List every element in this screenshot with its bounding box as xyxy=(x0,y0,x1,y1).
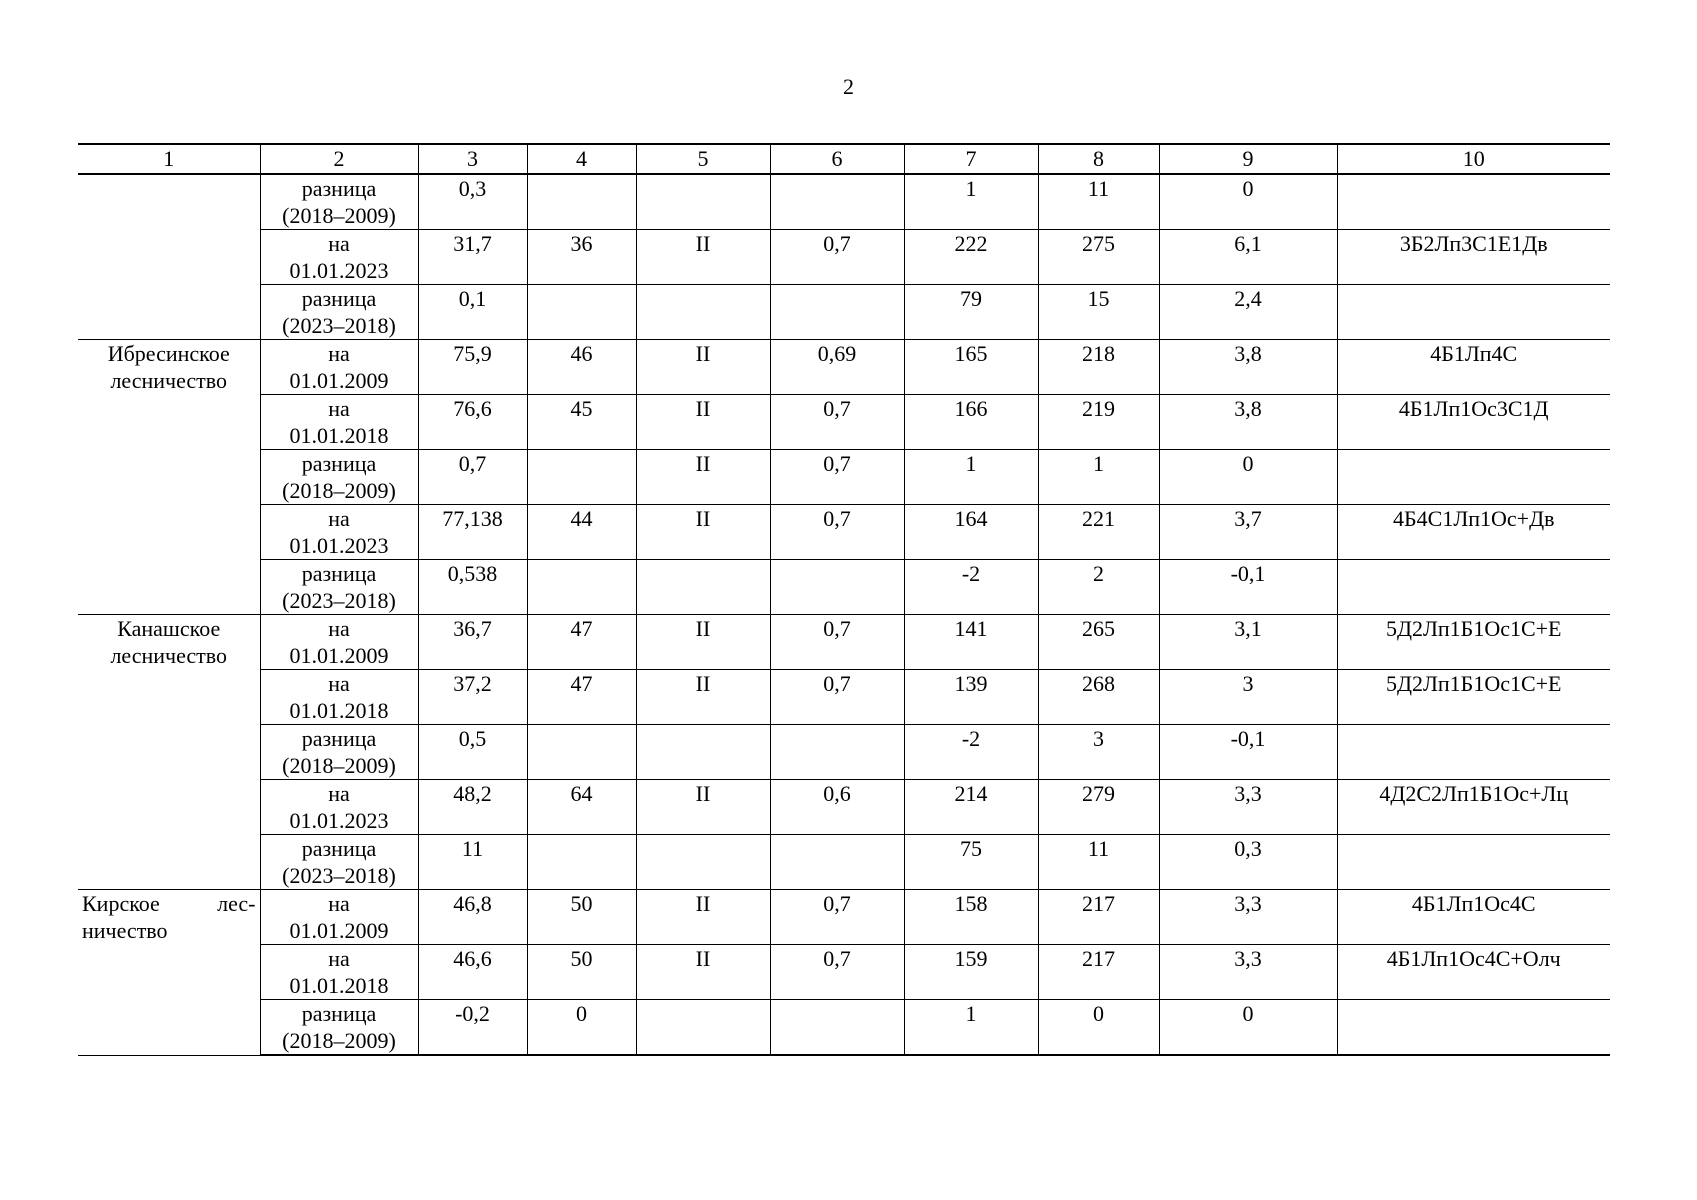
value-cell xyxy=(527,285,636,340)
value-cell: 0,7 xyxy=(770,395,904,450)
composition-cell xyxy=(1337,560,1610,615)
composition-cell xyxy=(1337,450,1610,505)
value-cell xyxy=(636,560,770,615)
value-cell: 2 xyxy=(1038,560,1159,615)
column-header: 8 xyxy=(1038,144,1159,174)
value-cell: II xyxy=(636,340,770,395)
value-cell: 275 xyxy=(1038,230,1159,285)
value-cell xyxy=(527,725,636,780)
value-cell: 0,7 xyxy=(770,615,904,670)
table-row xyxy=(78,395,1610,450)
value-cell: II xyxy=(636,505,770,560)
value-cell: 0,7 xyxy=(770,230,904,285)
value-cell: 50 xyxy=(527,945,636,1000)
period-cell: на 01.01.2018 xyxy=(260,945,418,1000)
composition-cell: 5Д2Лп1Б1Ос1С+Е xyxy=(1337,670,1610,725)
value-cell: 36,7 xyxy=(418,615,527,670)
value-cell xyxy=(636,174,770,230)
value-cell: 0,69 xyxy=(770,340,904,395)
value-cell: -0,1 xyxy=(1159,560,1337,615)
period-cell: разница (2018–2009) xyxy=(260,174,418,230)
value-cell xyxy=(636,285,770,340)
page-number: 2 xyxy=(843,74,854,99)
column-header: 1 xyxy=(78,144,260,174)
value-cell: 0,7 xyxy=(418,450,527,505)
period-cell: разница (2018–2009) xyxy=(260,725,418,780)
table-row xyxy=(78,615,1610,670)
forestry-name-cell: Ибресинское лесничество xyxy=(78,340,260,615)
value-cell: 3,3 xyxy=(1159,945,1337,1000)
forestry-name-cell: Кирское лес- ничество xyxy=(78,890,260,1056)
value-cell: 219 xyxy=(1038,395,1159,450)
value-cell: 268 xyxy=(1038,670,1159,725)
period-cell: разница (2023–2018) xyxy=(260,285,418,340)
value-cell: 217 xyxy=(1038,945,1159,1000)
value-cell: 3,8 xyxy=(1159,395,1337,450)
period-cell: на 01.01.2009 xyxy=(260,340,418,395)
period-cell: на 01.01.2023 xyxy=(260,505,418,560)
composition-cell xyxy=(1337,285,1610,340)
value-cell: 1 xyxy=(904,174,1038,230)
value-cell: -2 xyxy=(904,560,1038,615)
composition-cell xyxy=(1337,835,1610,890)
value-cell xyxy=(770,285,904,340)
value-cell: 165 xyxy=(904,340,1038,395)
value-cell: 0 xyxy=(1038,1000,1159,1056)
period-cell: на 01.01.2009 xyxy=(260,890,418,945)
table-row xyxy=(78,835,1610,890)
value-cell: 0 xyxy=(1159,450,1337,505)
value-cell: 11 xyxy=(418,835,527,890)
table-row xyxy=(78,174,1610,230)
forestry-name-cell: Канашское лесничество xyxy=(78,615,260,890)
period-cell: на 01.01.2018 xyxy=(260,670,418,725)
column-header: 5 xyxy=(636,144,770,174)
period-cell: на 01.01.2018 xyxy=(260,395,418,450)
table-row xyxy=(78,890,1610,945)
value-cell: 48,2 xyxy=(418,780,527,835)
value-cell: 0 xyxy=(527,1000,636,1056)
composition-cell: 4Б4С1Лп1Ос+Дв xyxy=(1337,505,1610,560)
value-cell: II xyxy=(636,395,770,450)
value-cell: 0,3 xyxy=(1159,835,1337,890)
value-cell: 31,7 xyxy=(418,230,527,285)
value-cell: 141 xyxy=(904,615,1038,670)
value-cell: 265 xyxy=(1038,615,1159,670)
period-cell: разница (2018–2009) xyxy=(260,1000,418,1056)
column-header: 3 xyxy=(418,144,527,174)
period-cell: на 01.01.2009 xyxy=(260,615,418,670)
table-row xyxy=(78,505,1610,560)
value-cell: 36 xyxy=(527,230,636,285)
value-cell: 77,138 xyxy=(418,505,527,560)
period-cell: разница (2018–2009) xyxy=(260,450,418,505)
composition-cell: 4Б1Лп4С xyxy=(1337,340,1610,395)
value-cell: 46,6 xyxy=(418,945,527,1000)
composition-cell: 5Д2Лп1Б1Ос1С+Е xyxy=(1337,615,1610,670)
value-cell: 76,6 xyxy=(418,395,527,450)
value-cell: 164 xyxy=(904,505,1038,560)
table-row xyxy=(78,725,1610,780)
value-cell: 222 xyxy=(904,230,1038,285)
value-cell: 0,5 xyxy=(418,725,527,780)
value-cell: 279 xyxy=(1038,780,1159,835)
value-cell xyxy=(770,725,904,780)
column-header: 9 xyxy=(1159,144,1337,174)
value-cell: 0 xyxy=(1159,174,1337,230)
composition-cell xyxy=(1337,1000,1610,1056)
value-cell: 15 xyxy=(1038,285,1159,340)
value-cell: 221 xyxy=(1038,505,1159,560)
value-cell: 37,2 xyxy=(418,670,527,725)
value-cell: 0,7 xyxy=(770,945,904,1000)
value-cell: 166 xyxy=(904,395,1038,450)
value-cell: 3,1 xyxy=(1159,615,1337,670)
value-cell: 0,3 xyxy=(418,174,527,230)
value-cell: II xyxy=(636,230,770,285)
value-cell: 0,7 xyxy=(770,890,904,945)
value-cell: 0 xyxy=(1159,1000,1337,1056)
column-header: 10 xyxy=(1337,144,1610,174)
value-cell: 2,4 xyxy=(1159,285,1337,340)
period-cell: разница (2023–2018) xyxy=(260,560,418,615)
value-cell: 75,9 xyxy=(418,340,527,395)
column-header: 7 xyxy=(904,144,1038,174)
table-row xyxy=(78,285,1610,340)
value-cell: 217 xyxy=(1038,890,1159,945)
composition-cell: 4Б1Лп1Ос4С xyxy=(1337,890,1610,945)
value-cell: 6,1 xyxy=(1159,230,1337,285)
value-cell: 11 xyxy=(1038,174,1159,230)
value-cell: 3,7 xyxy=(1159,505,1337,560)
table-row xyxy=(78,230,1610,285)
value-cell: 75 xyxy=(904,835,1038,890)
table-row xyxy=(78,340,1610,395)
period-cell: разница (2023–2018) xyxy=(260,835,418,890)
composition-cell: 4Б1Лп1Ос4С+Олч xyxy=(1337,945,1610,1000)
value-cell xyxy=(636,1000,770,1056)
value-cell: 0,6 xyxy=(770,780,904,835)
table-row xyxy=(78,670,1610,725)
value-cell: 3,3 xyxy=(1159,890,1337,945)
value-cell xyxy=(770,1000,904,1056)
value-cell: 3,3 xyxy=(1159,780,1337,835)
value-cell: 47 xyxy=(527,670,636,725)
value-cell: 0,7 xyxy=(770,505,904,560)
value-cell: 46,8 xyxy=(418,890,527,945)
period-cell: на 01.01.2023 xyxy=(260,230,418,285)
value-cell xyxy=(527,450,636,505)
period-cell: на 01.01.2023 xyxy=(260,780,418,835)
column-header: 6 xyxy=(770,144,904,174)
composition-cell: 4Д2С2Лп1Б1Ос+Лц xyxy=(1337,780,1610,835)
value-cell: 0,7 xyxy=(770,450,904,505)
value-cell: 3 xyxy=(1038,725,1159,780)
value-cell xyxy=(770,174,904,230)
value-cell: 79 xyxy=(904,285,1038,340)
value-cell: II xyxy=(636,670,770,725)
table-row xyxy=(78,560,1610,615)
value-cell: 214 xyxy=(904,780,1038,835)
value-cell xyxy=(770,560,904,615)
value-cell xyxy=(527,174,636,230)
composition-cell xyxy=(1337,725,1610,780)
value-cell: 46 xyxy=(527,340,636,395)
value-cell: 3 xyxy=(1159,670,1337,725)
table-row xyxy=(78,1000,1610,1056)
forestry-name-cell xyxy=(78,174,260,340)
value-cell: 1 xyxy=(1038,450,1159,505)
value-cell: II xyxy=(636,945,770,1000)
value-cell: 158 xyxy=(904,890,1038,945)
value-cell: 44 xyxy=(527,505,636,560)
value-cell xyxy=(527,835,636,890)
column-number-header-row xyxy=(78,144,1610,174)
value-cell: II xyxy=(636,780,770,835)
table-row xyxy=(78,780,1610,835)
value-cell: II xyxy=(636,890,770,945)
value-cell: 159 xyxy=(904,945,1038,1000)
value-cell: 3,8 xyxy=(1159,340,1337,395)
forest-statistics-table xyxy=(78,143,1610,1056)
value-cell: -0,1 xyxy=(1159,725,1337,780)
column-header: 2 xyxy=(260,144,418,174)
value-cell xyxy=(636,725,770,780)
value-cell: 0,538 xyxy=(418,560,527,615)
composition-cell: 4Б1Лп1Ос3С1Д xyxy=(1337,395,1610,450)
composition-cell: 3Б2Лп3С1Е1Дв xyxy=(1337,230,1610,285)
value-cell xyxy=(770,835,904,890)
value-cell: 218 xyxy=(1038,340,1159,395)
value-cell: 139 xyxy=(904,670,1038,725)
composition-cell xyxy=(1337,174,1610,230)
value-cell xyxy=(527,560,636,615)
value-cell: 45 xyxy=(527,395,636,450)
value-cell xyxy=(636,835,770,890)
value-cell: 50 xyxy=(527,890,636,945)
value-cell: II xyxy=(636,450,770,505)
value-cell: 64 xyxy=(527,780,636,835)
value-cell: -0,2 xyxy=(418,1000,527,1056)
value-cell: 47 xyxy=(527,615,636,670)
value-cell: II xyxy=(636,615,770,670)
value-cell: -2 xyxy=(904,725,1038,780)
table-row xyxy=(78,945,1610,1000)
value-cell: 11 xyxy=(1038,835,1159,890)
value-cell: 0,1 xyxy=(418,285,527,340)
table-row xyxy=(78,450,1610,505)
value-cell: 0,7 xyxy=(770,670,904,725)
value-cell: 1 xyxy=(904,1000,1038,1056)
column-header: 4 xyxy=(527,144,636,174)
value-cell: 1 xyxy=(904,450,1038,505)
